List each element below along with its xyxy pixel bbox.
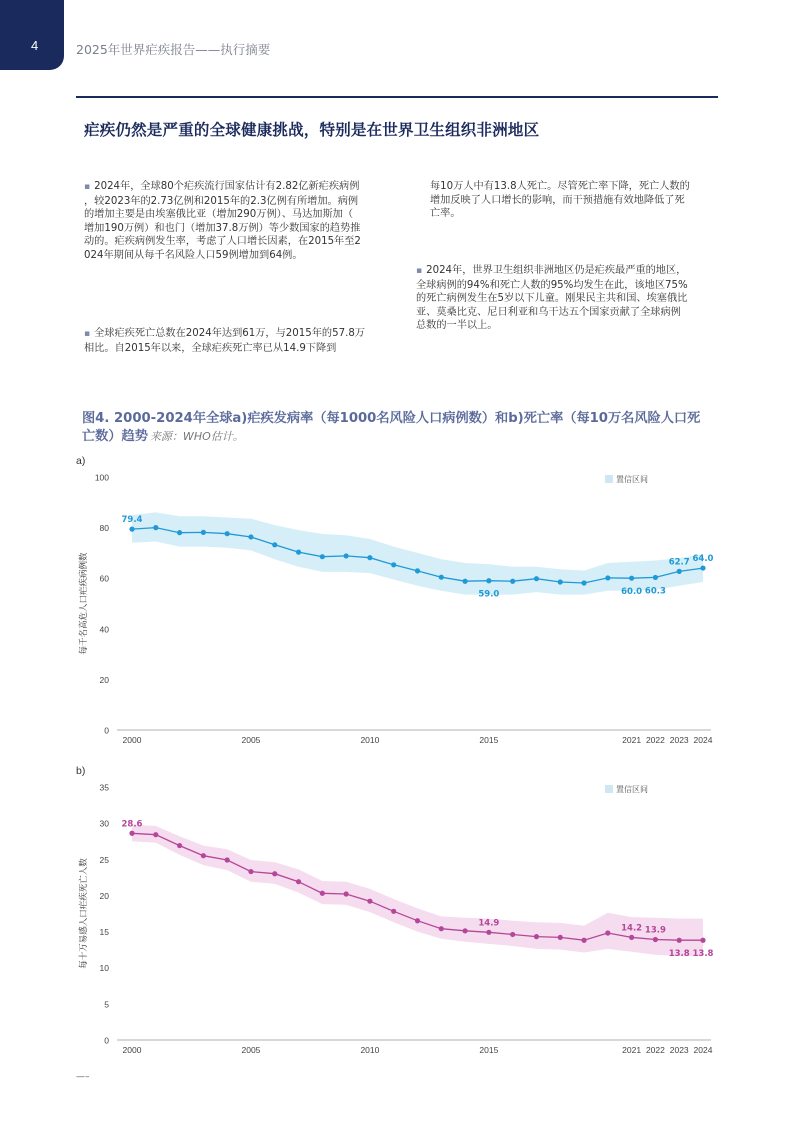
data-point <box>153 525 158 530</box>
data-point <box>605 930 610 935</box>
x-tick-label: 2024 <box>693 1045 713 1055</box>
footer-mark: —– <box>76 1072 90 1082</box>
x-tick-label: 2023 <box>669 735 689 745</box>
figure-title-line1: 图4. 2000-2024年全球a)疟疾发病率（每1000名风险人口病例数）和b)死亡率（每10万名风险人口死 <box>82 411 701 426</box>
y-tick-label: 80 <box>99 523 109 534</box>
x-tick-label: 2022 <box>645 735 665 745</box>
bullet-line: ，较2023年的2.73亿例和2015年的2.3亿例有所增加。病例 <box>84 195 359 207</box>
data-point <box>558 579 563 584</box>
bullet-line: 的死亡病例发生在5岁以下儿童。刚果民主共和国、埃塞俄比 <box>416 293 688 304</box>
data-point <box>700 565 705 570</box>
panel-label: b) <box>76 765 86 777</box>
panel-label: a) <box>76 455 86 467</box>
data-point <box>653 937 658 942</box>
data-point <box>225 857 230 862</box>
bullet-line: ▪ 2024年，世界卫生组织非洲地区仍是疟疾最严重的地区， <box>416 265 687 276</box>
bullet-line: ▪ 2024年，全球80个疟疾流行国家估计有2.82亿新疟疾病例 <box>84 181 360 192</box>
y-tick-label: 100 <box>94 472 109 483</box>
y-tick-label: 5 <box>104 999 109 1010</box>
x-tick-label: 2024 <box>693 735 713 745</box>
data-point <box>486 578 491 583</box>
bullet-line: 相比。自2015年以来，全球疟疾死亡率已从14.9下降到 <box>84 342 337 354</box>
data-point <box>439 575 444 580</box>
data-point <box>177 843 182 848</box>
data-point <box>510 579 515 584</box>
data-point <box>248 869 253 874</box>
y-tick-label: 0 <box>104 1035 109 1046</box>
bullet-line: 动的。疟疾病例发生率，考虑了人口增长因素，在2015年至2 <box>84 236 361 247</box>
x-tick-label: 2015 <box>479 735 499 745</box>
data-point <box>320 891 325 896</box>
data-point <box>272 542 277 547</box>
data-label: 13.9 <box>644 925 666 936</box>
data-point <box>344 553 349 558</box>
data-point <box>153 832 158 837</box>
data-point <box>558 935 563 940</box>
incidence-chart <box>0 450 794 750</box>
data-point <box>534 934 539 939</box>
data-label: 14.9 <box>478 918 500 929</box>
page-number-tab <box>0 0 64 70</box>
page-number: 4 <box>31 38 39 53</box>
y-tick-label: 10 <box>99 963 109 974</box>
x-tick-label: 2015 <box>479 1045 499 1055</box>
data-point <box>391 562 396 567</box>
bullet-line: 的增加主要是由埃塞俄比亚（增加290万例）、马达加斯加（ <box>84 209 354 220</box>
figure-title-line2: 亡数）趋势 <box>82 428 148 444</box>
data-point <box>629 935 634 940</box>
section-title: 疟疾仍然是严重的全球健康挑战，特别是在世界卫生组织非洲地区 <box>84 121 540 139</box>
data-point <box>248 534 253 539</box>
y-axis-label: 每十万易感人口疟疾死亡人数 <box>79 858 89 969</box>
x-tick-label: 2010 <box>360 735 380 745</box>
x-tick-label: 2010 <box>360 1045 380 1055</box>
y-tick-label: 20 <box>99 890 109 901</box>
bullet-line: 亡率。 <box>430 208 461 219</box>
legend-label: 置信区间 <box>616 475 648 484</box>
data-point <box>201 530 206 535</box>
bullet-marker-icon: ▪ <box>84 329 91 339</box>
data-point <box>581 938 586 943</box>
data-label: 62.7 <box>668 557 690 568</box>
x-tick-label: 2021 <box>622 1045 642 1055</box>
bullet-line: 全球病例的94%和死亡人数的95%均发生在此，该地区75% <box>416 279 688 291</box>
x-tick-label: 2000 <box>122 735 142 745</box>
data-point <box>177 530 182 535</box>
data-label: 79.4 <box>121 515 143 526</box>
legend-swatch <box>605 475 613 483</box>
data-point <box>272 871 277 876</box>
x-tick-label: 2005 <box>241 735 261 745</box>
data-point <box>415 918 420 923</box>
bullet-line: 亚、莫桑比克、尼日利亚和乌干达五个国家贡献了全球病例 <box>416 306 681 318</box>
bullet-marker-icon: ▪ <box>84 182 91 192</box>
data-point <box>510 932 515 937</box>
data-label: 28.6 <box>121 819 143 830</box>
x-tick-label: 2022 <box>645 1045 665 1055</box>
data-point <box>344 891 349 896</box>
bullet-africa <box>416 264 721 333</box>
data-point <box>486 930 491 935</box>
x-tick-label: 2000 <box>122 1045 142 1055</box>
legend-swatch <box>605 785 613 793</box>
data-point <box>320 554 325 559</box>
legend-label: 置信区间 <box>616 785 648 794</box>
data-label: 59.0 <box>478 589 500 600</box>
data-point <box>653 575 658 580</box>
data-point <box>129 831 134 836</box>
bullet-line: 增加反映了人口增长的影响，而干预措施有效地降低了死 <box>430 194 685 206</box>
bullet-line: ▪ 全球疟疾死亡总数在2024年达到61万，与2015年的57.8万 <box>84 328 365 339</box>
running-header: 2025年世界疟疾报告——执行摘要 <box>76 42 271 57</box>
y-tick-label: 35 <box>99 782 109 793</box>
data-point <box>129 527 134 532</box>
y-tick-label: 60 <box>99 573 109 584</box>
data-point <box>677 569 682 574</box>
bullet-line: 024年期间从每千名风险人口59例增加到64例。 <box>84 249 303 261</box>
data-point <box>581 580 586 585</box>
data-label: 14.2 <box>621 923 643 934</box>
y-axis-label: 每千名高危人口疟疾病例数 <box>79 552 89 655</box>
data-point <box>201 853 206 858</box>
y-tick-label: 25 <box>99 854 109 865</box>
x-tick-label: 2021 <box>622 735 642 745</box>
data-point <box>296 550 301 555</box>
data-point <box>415 568 420 573</box>
mortality-chart <box>0 760 794 1060</box>
figure-title <box>82 410 722 445</box>
data-label: 13.8 <box>692 949 714 960</box>
data-label: 60.3 <box>644 586 666 597</box>
x-tick-label: 2005 <box>241 1045 261 1055</box>
data-point <box>462 579 467 584</box>
data-point <box>534 576 539 581</box>
data-point <box>391 909 396 914</box>
y-tick-label: 20 <box>99 674 109 685</box>
bullet-cases <box>84 180 394 262</box>
data-point <box>462 928 467 933</box>
bullet-line: 每10万人中有13.8人死亡。尽管死亡率下降，死亡人数的 <box>430 181 690 192</box>
bullet-line: 总数的一半以上。 <box>416 320 498 331</box>
data-label: 64.0 <box>692 554 714 565</box>
data-point <box>605 575 610 580</box>
data-point <box>367 899 372 904</box>
figure-source: 来源：WHO估计。 <box>149 429 244 443</box>
y-tick-label: 40 <box>99 624 109 635</box>
y-tick-label: 0 <box>104 725 109 736</box>
x-tick-label: 2023 <box>669 1045 689 1055</box>
header-rule <box>76 96 718 98</box>
data-point <box>225 531 230 536</box>
data-label: 60.0 <box>621 587 643 598</box>
bullet-marker-icon: ▪ <box>416 266 423 276</box>
data-point <box>439 926 444 931</box>
data-point <box>700 938 705 943</box>
data-point <box>677 938 682 943</box>
data-point <box>629 576 634 581</box>
data-point <box>367 555 372 560</box>
data-point <box>296 879 301 884</box>
bullet-deaths-continued <box>430 180 730 221</box>
data-label: 13.8 <box>668 949 690 960</box>
y-tick-label: 15 <box>99 927 109 938</box>
y-tick-label: 30 <box>99 818 109 829</box>
bullet-line: 增加190万例）和也门（增加37.8万例）等少数国家的趋势推 <box>84 222 361 234</box>
bullet-deaths <box>84 327 394 355</box>
